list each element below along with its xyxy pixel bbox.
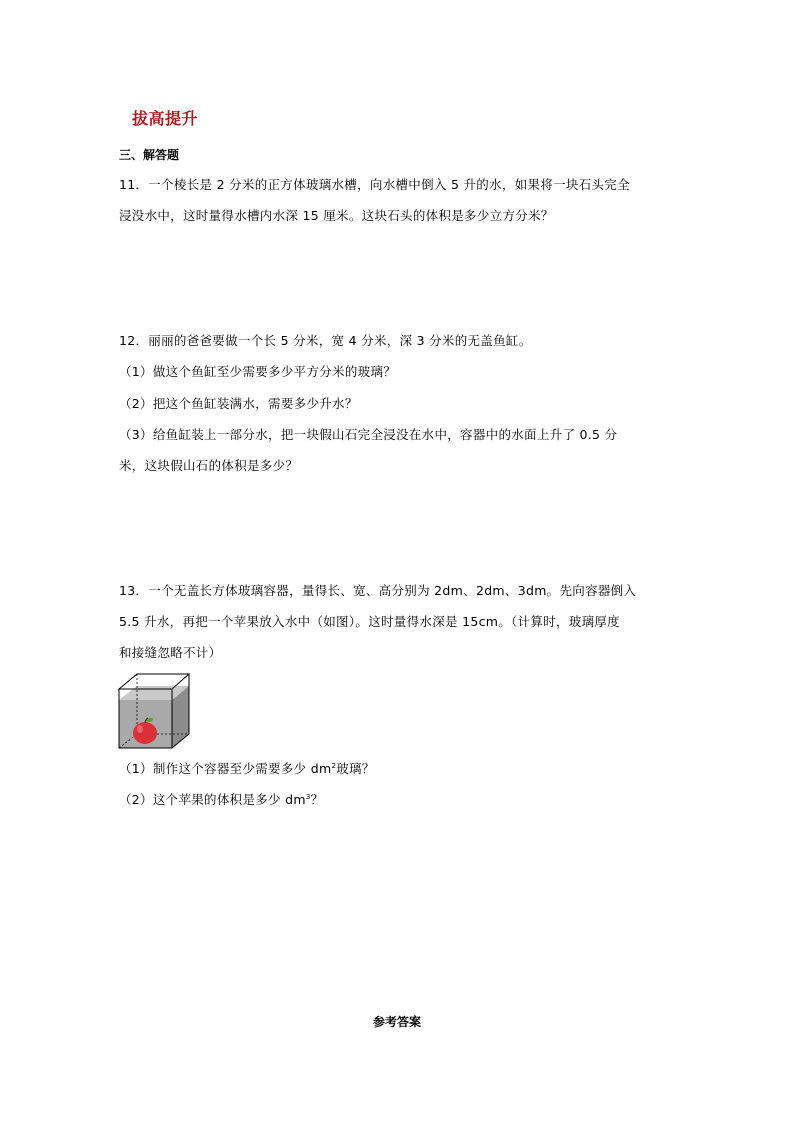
section-title: 三、解答题 — [119, 148, 180, 162]
question-13-line-1: 13．一个无盖长方体玻璃容器，量得长、宽、高分别为 2dm、2dm、3dm。先向容器倒入 — [119, 583, 637, 598]
question-11-line-2: 浸没水中，这时量得水槽内水深 15 厘米。这块石头的体积是多少立方分米？ — [119, 208, 554, 223]
question-12-sub-1: （1）做这个鱼缸至少需要多少平方分米的玻璃？ — [119, 364, 397, 379]
section-heading: 拔高提升 — [132, 109, 199, 128]
question-12-line-1: 12．丽丽的爸爸要做一个长 5 分米，宽 4 分米，深 3 分米的无盖鱼缸。 — [119, 333, 532, 348]
question-13-sub-2: （2）这个苹果的体积是多少 $dm^3$？ — [119, 792, 324, 807]
glass-container-with-apple-icon — [117, 671, 191, 751]
question-12-sub-2: （2）把这个鱼缸装满水，需要多少升水？ — [119, 396, 358, 411]
question-13-line-2: 5.5 升水，再把一个苹果放入水中（如图）。这时量得水深是 15cm。（计算时，玻璃厚度 — [119, 614, 620, 629]
question-13-line-3: 和接缝忽略不计） — [119, 645, 222, 660]
question-13-sub-1: （1）制作这个容器至少需要多少 $dm^2$玻璃？ — [119, 761, 375, 776]
question-12-sub-3-line-1: （3）给鱼缸装上一部分水，把一块假山石完全浸没在水中，容器中的水面上升了 0.5 分 — [119, 427, 618, 442]
question-11-line-1: 11．一个棱长是 2 分米的正方体玻璃水槽，向水槽中倒入 5 升的水，如果将一块石头完全 — [119, 177, 630, 192]
question-12-sub-3-line-2: 米，这块假山石的体积是多少？ — [119, 458, 299, 473]
answer-key-title: 参考答案 — [372, 1015, 421, 1029]
